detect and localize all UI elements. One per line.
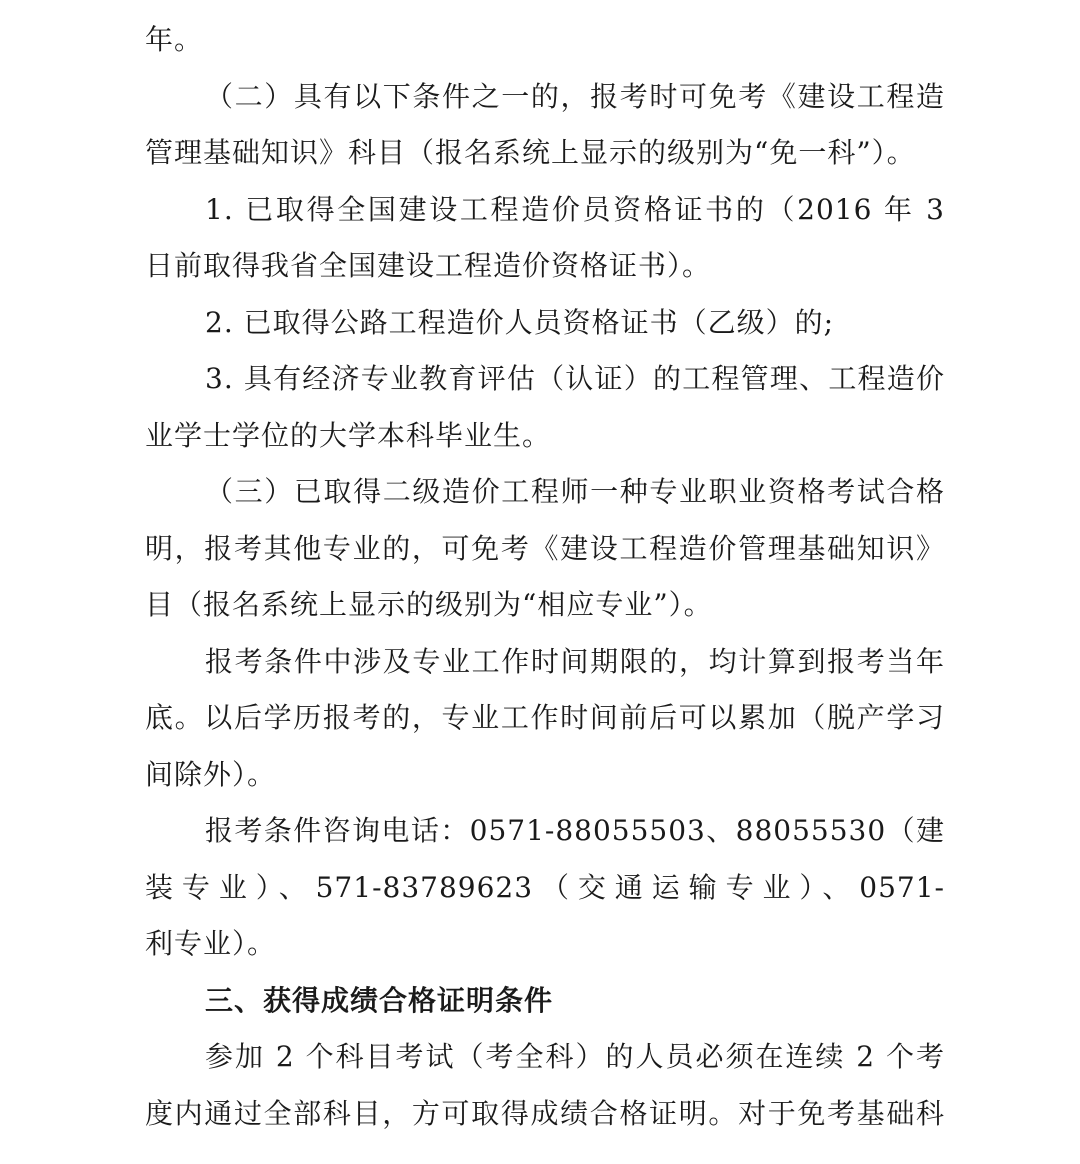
text-line: 明，报考其他专业的，可免考《建设工程造价管理基础知识》 [145, 531, 945, 565]
text-line: 年。 [145, 23, 204, 56]
text-line: 底。以后学历报考的，专业工作时间前后可以累加（脱产学习 [145, 701, 945, 734]
text-line: 间除外）。 [145, 757, 277, 791]
text-line: 利专业）。 [145, 927, 277, 960]
text-line: 1. 已取得全国建设工程造价员资格证书的（2016 年 3 [205, 192, 945, 226]
text-line: （二）具有以下条件之一的，报考时可免考《建设工程造 [205, 79, 945, 113]
text-line: 2. 已取得公路工程造价人员资格证书（乙级）的; [205, 305, 835, 339]
text-line: 目（报名系统上显示的级别为“相应专业”）。 [145, 588, 713, 621]
text-line: 业学士学位的大学本科毕业生。 [145, 418, 552, 452]
text-line: 报考条件中涉及专业工作时间期限的，均计算到报考当年 [205, 644, 945, 678]
text-line: 装专业）、571-83789623（交通运输专业）、0571- [145, 870, 945, 904]
text-line: 参加 2 个科目考试（考全科）的人员必须在连续 2 个考 [205, 1040, 945, 1073]
text-line: （三）已取得二级造价工程师一种专业职业资格考试合格 [205, 475, 945, 508]
text-line: 3. 具有经济专业教育评估（认证）的工程管理、工程造价 [205, 362, 945, 395]
text-line: 度内通过全部科目，方可取得成绩合格证明。对于免考基础科 [145, 1096, 945, 1130]
text-line: 报考条件咨询电话：0571-88055503、88055530（建 [205, 814, 945, 847]
section-heading: 三、获得成绩合格证明条件 [205, 983, 554, 1017]
text-line: 日前取得我省全国建设工程造价资格证书）。 [145, 249, 712, 282]
text-line: 管理基础知识》科目（报名系统上显示的级别为“免一科”）。 [145, 136, 916, 169]
